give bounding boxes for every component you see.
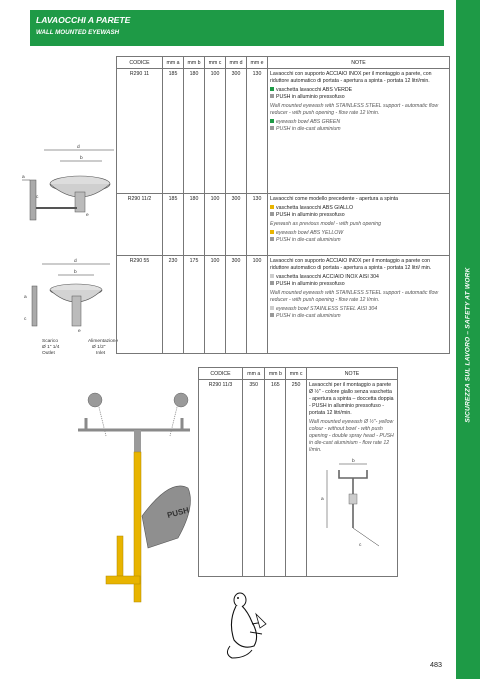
cell-e: 130 bbox=[247, 194, 268, 256]
table-row bbox=[117, 69, 450, 194]
cell-c: 100 bbox=[205, 69, 226, 194]
dim-label-b-2: b bbox=[74, 270, 77, 275]
note-en-bullet: PUSH in die-cast aluminium bbox=[276, 313, 341, 320]
yellow-square-icon bbox=[270, 205, 274, 209]
table-header-row bbox=[117, 57, 450, 69]
grey-square-icon bbox=[270, 281, 274, 285]
note-en: Wall mounted eyewash Ø ½"- yellow colour - without bowl - with push opening - double spray head - PUSH in die-cast aluminium - flow rate 12 l/min. bbox=[309, 419, 394, 454]
cell-code: R290 11 bbox=[117, 69, 163, 194]
light-grey-square-icon bbox=[270, 306, 274, 310]
cell-code: R290 11/2 bbox=[117, 194, 163, 256]
cell-d: 300 bbox=[226, 69, 247, 194]
col-header-c: mm c bbox=[205, 57, 226, 69]
note-it-bullet: vaschetta lavaocchi ABS GIALLO bbox=[276, 205, 353, 212]
col-header-code: CODICE bbox=[117, 57, 163, 69]
dim-label-a-3: a bbox=[321, 497, 324, 503]
grey-square-icon bbox=[270, 126, 274, 130]
cell-b: 180 bbox=[184, 69, 205, 194]
grey-square-icon bbox=[270, 212, 274, 216]
product-photo bbox=[70, 388, 200, 613]
note-en: Wall mounted eyewash with STAINLESS STEEL support - automatic flow reducer - with push opening - flow rate 12 l/min. bbox=[270, 290, 439, 304]
col-header-a: mm a bbox=[243, 368, 265, 380]
dim-label-c: c bbox=[36, 195, 39, 200]
grey-square-icon bbox=[270, 94, 274, 98]
green-square-icon bbox=[270, 87, 274, 91]
grey-square-icon bbox=[270, 313, 274, 317]
table-row bbox=[117, 194, 450, 256]
note-en: Wall mounted eyewash with STAINLESS STEEL support - automatic flow reducer - with push opening - flow rate 12 l/min. bbox=[270, 103, 439, 117]
header-title: LAVAOCCHI A PARETE bbox=[36, 15, 131, 25]
cell-a: 230 bbox=[163, 256, 184, 354]
dim-label-c-2: c bbox=[24, 317, 27, 322]
beaver-mascot-logo bbox=[220, 588, 278, 660]
note-en-bullet: eyewash bowl ABS YELLOW bbox=[276, 230, 344, 237]
dim-label-d: d bbox=[77, 145, 80, 150]
table-row bbox=[117, 256, 450, 354]
dim-label-b-3: b bbox=[352, 459, 355, 465]
col-header-b: mm b bbox=[184, 57, 205, 69]
cell-note bbox=[268, 256, 450, 354]
cell-a: 350 bbox=[243, 380, 265, 577]
cell-b: 180 bbox=[184, 194, 205, 256]
product-table-2 bbox=[198, 367, 398, 577]
cell-e: 100 bbox=[247, 256, 268, 354]
dim-label-c-3: c bbox=[359, 543, 362, 549]
note-it: Lavaocchi come modello precedente - apertura a spinta bbox=[270, 196, 399, 202]
note-en-bullet: PUSH in die-cast aluminium bbox=[276, 237, 341, 244]
cell-note bbox=[307, 380, 398, 577]
page-header bbox=[30, 10, 444, 46]
cell-c: 100 bbox=[205, 194, 226, 256]
cell-note bbox=[268, 69, 450, 194]
outlet-label-en: Outlet bbox=[42, 351, 55, 356]
cell-a: 185 bbox=[163, 194, 184, 256]
green-square-icon bbox=[270, 119, 274, 123]
dim-label-d-2: d bbox=[74, 259, 77, 264]
note-it-bullet: PUSH in alluminio pressofuso bbox=[276, 212, 345, 219]
col-header-e: mm e bbox=[247, 57, 268, 69]
cell-b: 175 bbox=[184, 256, 205, 354]
outlet-size: Ø 1" 1/4 bbox=[42, 345, 60, 350]
note-en-bullet: PUSH in die-cast aluminium bbox=[276, 126, 341, 133]
cell-code: R290 55 bbox=[117, 256, 163, 354]
col-header-d: mm d bbox=[226, 57, 247, 69]
table-header-row bbox=[199, 368, 398, 380]
sidebar-text: SICUREZZA SUL LAVORO – SAFETY AT WORK bbox=[464, 267, 472, 423]
dim-label-b: b bbox=[80, 156, 83, 161]
cell-code: R290 11/3 bbox=[199, 380, 243, 577]
cell-e: 130 bbox=[247, 69, 268, 194]
inlet-label-en: Inlet bbox=[96, 351, 106, 356]
note-it-bullet: PUSH in alluminio pressofuso bbox=[276, 281, 345, 288]
note-en: Eyewash as previous model - with push opening bbox=[270, 221, 382, 228]
col-header-b: mm b bbox=[265, 368, 286, 380]
cell-c: 250 bbox=[286, 380, 307, 577]
col-header-note: NOTE bbox=[307, 368, 398, 380]
dim-label-e: e bbox=[86, 213, 89, 218]
push-label: PUSH bbox=[166, 505, 190, 520]
technical-drawing-1 bbox=[22, 140, 117, 230]
inlet-size: Ø 1/2" bbox=[92, 345, 106, 350]
table-row bbox=[199, 380, 398, 577]
header-subtitle: WALL MOUNTED EYEWASH bbox=[36, 29, 120, 36]
col-header-c: mm c bbox=[286, 368, 307, 380]
product-table bbox=[116, 56, 450, 354]
cell-c: 100 bbox=[205, 256, 226, 354]
note-en-bullet: eyewash bowl ABS GREEN bbox=[276, 119, 341, 126]
col-header-a: mm a bbox=[163, 57, 184, 69]
yellow-square-icon bbox=[270, 230, 274, 234]
cell-note bbox=[268, 194, 450, 256]
inlet-label-it: Alimentazione bbox=[88, 339, 119, 344]
page-number: 483 bbox=[430, 660, 442, 669]
dim-label-a: a bbox=[22, 175, 25, 180]
col-header-code: CODICE bbox=[199, 368, 243, 380]
grey-square-icon bbox=[270, 237, 274, 241]
note-it-bullet: PUSH in alluminio pressofuso bbox=[276, 94, 345, 101]
dim-label-a-2: a bbox=[24, 295, 27, 300]
note-it-bullet: vaschetta lavaocchi ABS VERDE bbox=[276, 87, 353, 94]
note-it-bullet: vaschetta lavaocchi ACCIAIO INOX AISI 304 bbox=[276, 274, 379, 281]
cell-a: 185 bbox=[163, 69, 184, 194]
technical-drawing-2 bbox=[22, 256, 122, 358]
note-it: Lavaocchi con supporto ACCIAIO INOX per il montaggio a parete, con riduttore automatico di portata - apertura a spinta - portata 12 litri/min. bbox=[270, 71, 432, 85]
col-header-note: NOTE bbox=[268, 57, 450, 69]
light-grey-square-icon bbox=[270, 274, 274, 278]
cell-d: 300 bbox=[226, 194, 247, 256]
cell-d: 300 bbox=[226, 256, 247, 354]
note-it: Lavaocchi con supporto ACCIAIO INOX per il montaggio a parete con riduttore automatico di portata - apertura a spinta - portata 12 litri/ min. bbox=[270, 258, 432, 272]
outlet-label-it: Scarico bbox=[42, 339, 58, 344]
technical-drawing-3 bbox=[309, 458, 395, 550]
note-it: Lavaocchi per il montaggio a parete Ø ½" - colore giallo senza vaschetta - apertura a spinta – doccetta doppia - PUSH in alluminio pressofuso - portata 12 litri/min. bbox=[309, 382, 394, 417]
dim-label-e-2: e bbox=[78, 329, 81, 334]
note-en-bullet: eyewash bowl STAINLESS STEEL AISI 304 bbox=[276, 306, 378, 313]
cell-b: 165 bbox=[265, 380, 286, 577]
